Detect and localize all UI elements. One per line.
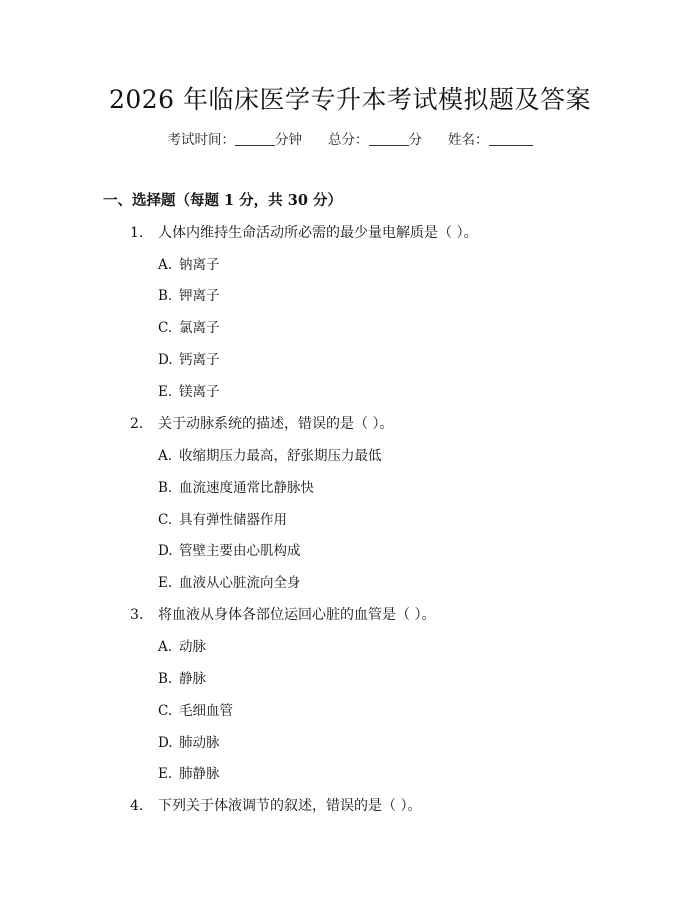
option-text: 氯离子: [179, 320, 220, 336]
question-1-option-c: [158, 318, 220, 338]
question-number: 2.: [130, 416, 144, 432]
option-letter: D.: [158, 735, 173, 751]
option-letter: C.: [158, 320, 173, 336]
name-field: [448, 130, 533, 150]
option-text: 钠离子: [179, 257, 220, 273]
name-blank: [489, 131, 533, 146]
question-1: [130, 223, 477, 243]
option-letter: D.: [158, 543, 173, 559]
question-text: 将血液从身体各部位运回心脏的血管是（ ）。: [158, 607, 436, 623]
option-text: 具有弹性储器作用: [179, 512, 287, 528]
option-letter: A.: [158, 257, 173, 273]
option-text: 血液从心脏流向全身: [179, 575, 301, 591]
option-text: 收缩期压力最高，舒张期压力最低: [179, 448, 382, 464]
question-4: [130, 796, 421, 816]
option-text: 动脉: [179, 639, 206, 655]
question-3-option-b: [158, 669, 206, 689]
question-2-option-a: [158, 446, 382, 466]
question-2-option-c: [158, 510, 287, 530]
exam-time-label: 考试时间：: [167, 132, 235, 148]
question-number: 1.: [130, 225, 144, 241]
question-2-option-b: [158, 478, 314, 498]
total-score-blank: [369, 131, 409, 146]
option-letter: C.: [158, 703, 173, 719]
question-3-option-e: [158, 764, 220, 784]
question-3: [130, 605, 435, 625]
option-text: 静脉: [179, 671, 206, 687]
question-text: 下列关于体液调节的叙述，错误的是（ ）。: [158, 798, 422, 814]
exam-time-field: [168, 130, 303, 150]
question-number: 3.: [130, 607, 144, 623]
question-3-option-a: [158, 637, 206, 657]
exam-info-line: [0, 130, 700, 150]
option-letter: E.: [158, 575, 173, 591]
option-letter: A.: [158, 639, 173, 655]
question-1-option-e: [158, 382, 220, 402]
option-letter: B.: [158, 288, 173, 304]
question-1-option-d: [158, 350, 220, 370]
option-text: 钾离子: [179, 288, 220, 304]
question-3-option-c: [158, 701, 233, 721]
option-letter: B.: [158, 671, 173, 687]
question-1-option-a: [158, 255, 220, 275]
option-letter: C.: [158, 512, 173, 528]
exam-time-blank: [235, 131, 275, 146]
option-letter: D.: [158, 352, 173, 368]
option-text: 钙离子: [179, 352, 220, 368]
section-title: 一、选择题（每题 1 分，共 30 分）: [103, 192, 342, 209]
question-text: 人体内维持生命活动所必需的最少量电解质是（ ）。: [158, 225, 478, 241]
total-score-unit: 分: [408, 132, 422, 148]
option-text: 毛细血管: [179, 703, 233, 719]
total-score-field: [328, 130, 422, 150]
question-2: [130, 414, 393, 434]
option-letter: B.: [158, 480, 173, 496]
total-score-label: 总分：: [328, 132, 369, 148]
exam-time-unit: 分钟: [275, 132, 302, 148]
question-3-option-d: [158, 733, 220, 753]
page-title: 2026 年临床医学专升本考试模拟题及答案: [108, 85, 592, 114]
option-text: 管壁主要由心肌构成: [179, 543, 301, 559]
option-text: 血流速度通常比静脉快: [179, 480, 314, 496]
name-label: 姓名：: [448, 132, 489, 148]
option-letter: E.: [158, 766, 173, 782]
option-text: 肺静脉: [179, 766, 220, 782]
option-letter: A.: [158, 448, 173, 464]
option-letter: E.: [158, 384, 173, 400]
option-text: 肺动脉: [179, 735, 220, 751]
question-2-option-d: [158, 541, 301, 561]
question-1-option-b: [158, 286, 220, 306]
question-number: 4.: [130, 798, 144, 814]
question-2-option-e: [158, 573, 301, 593]
option-text: 镁离子: [179, 384, 220, 400]
question-text: 关于动脉系统的描述，错误的是（ ）。: [158, 416, 394, 432]
